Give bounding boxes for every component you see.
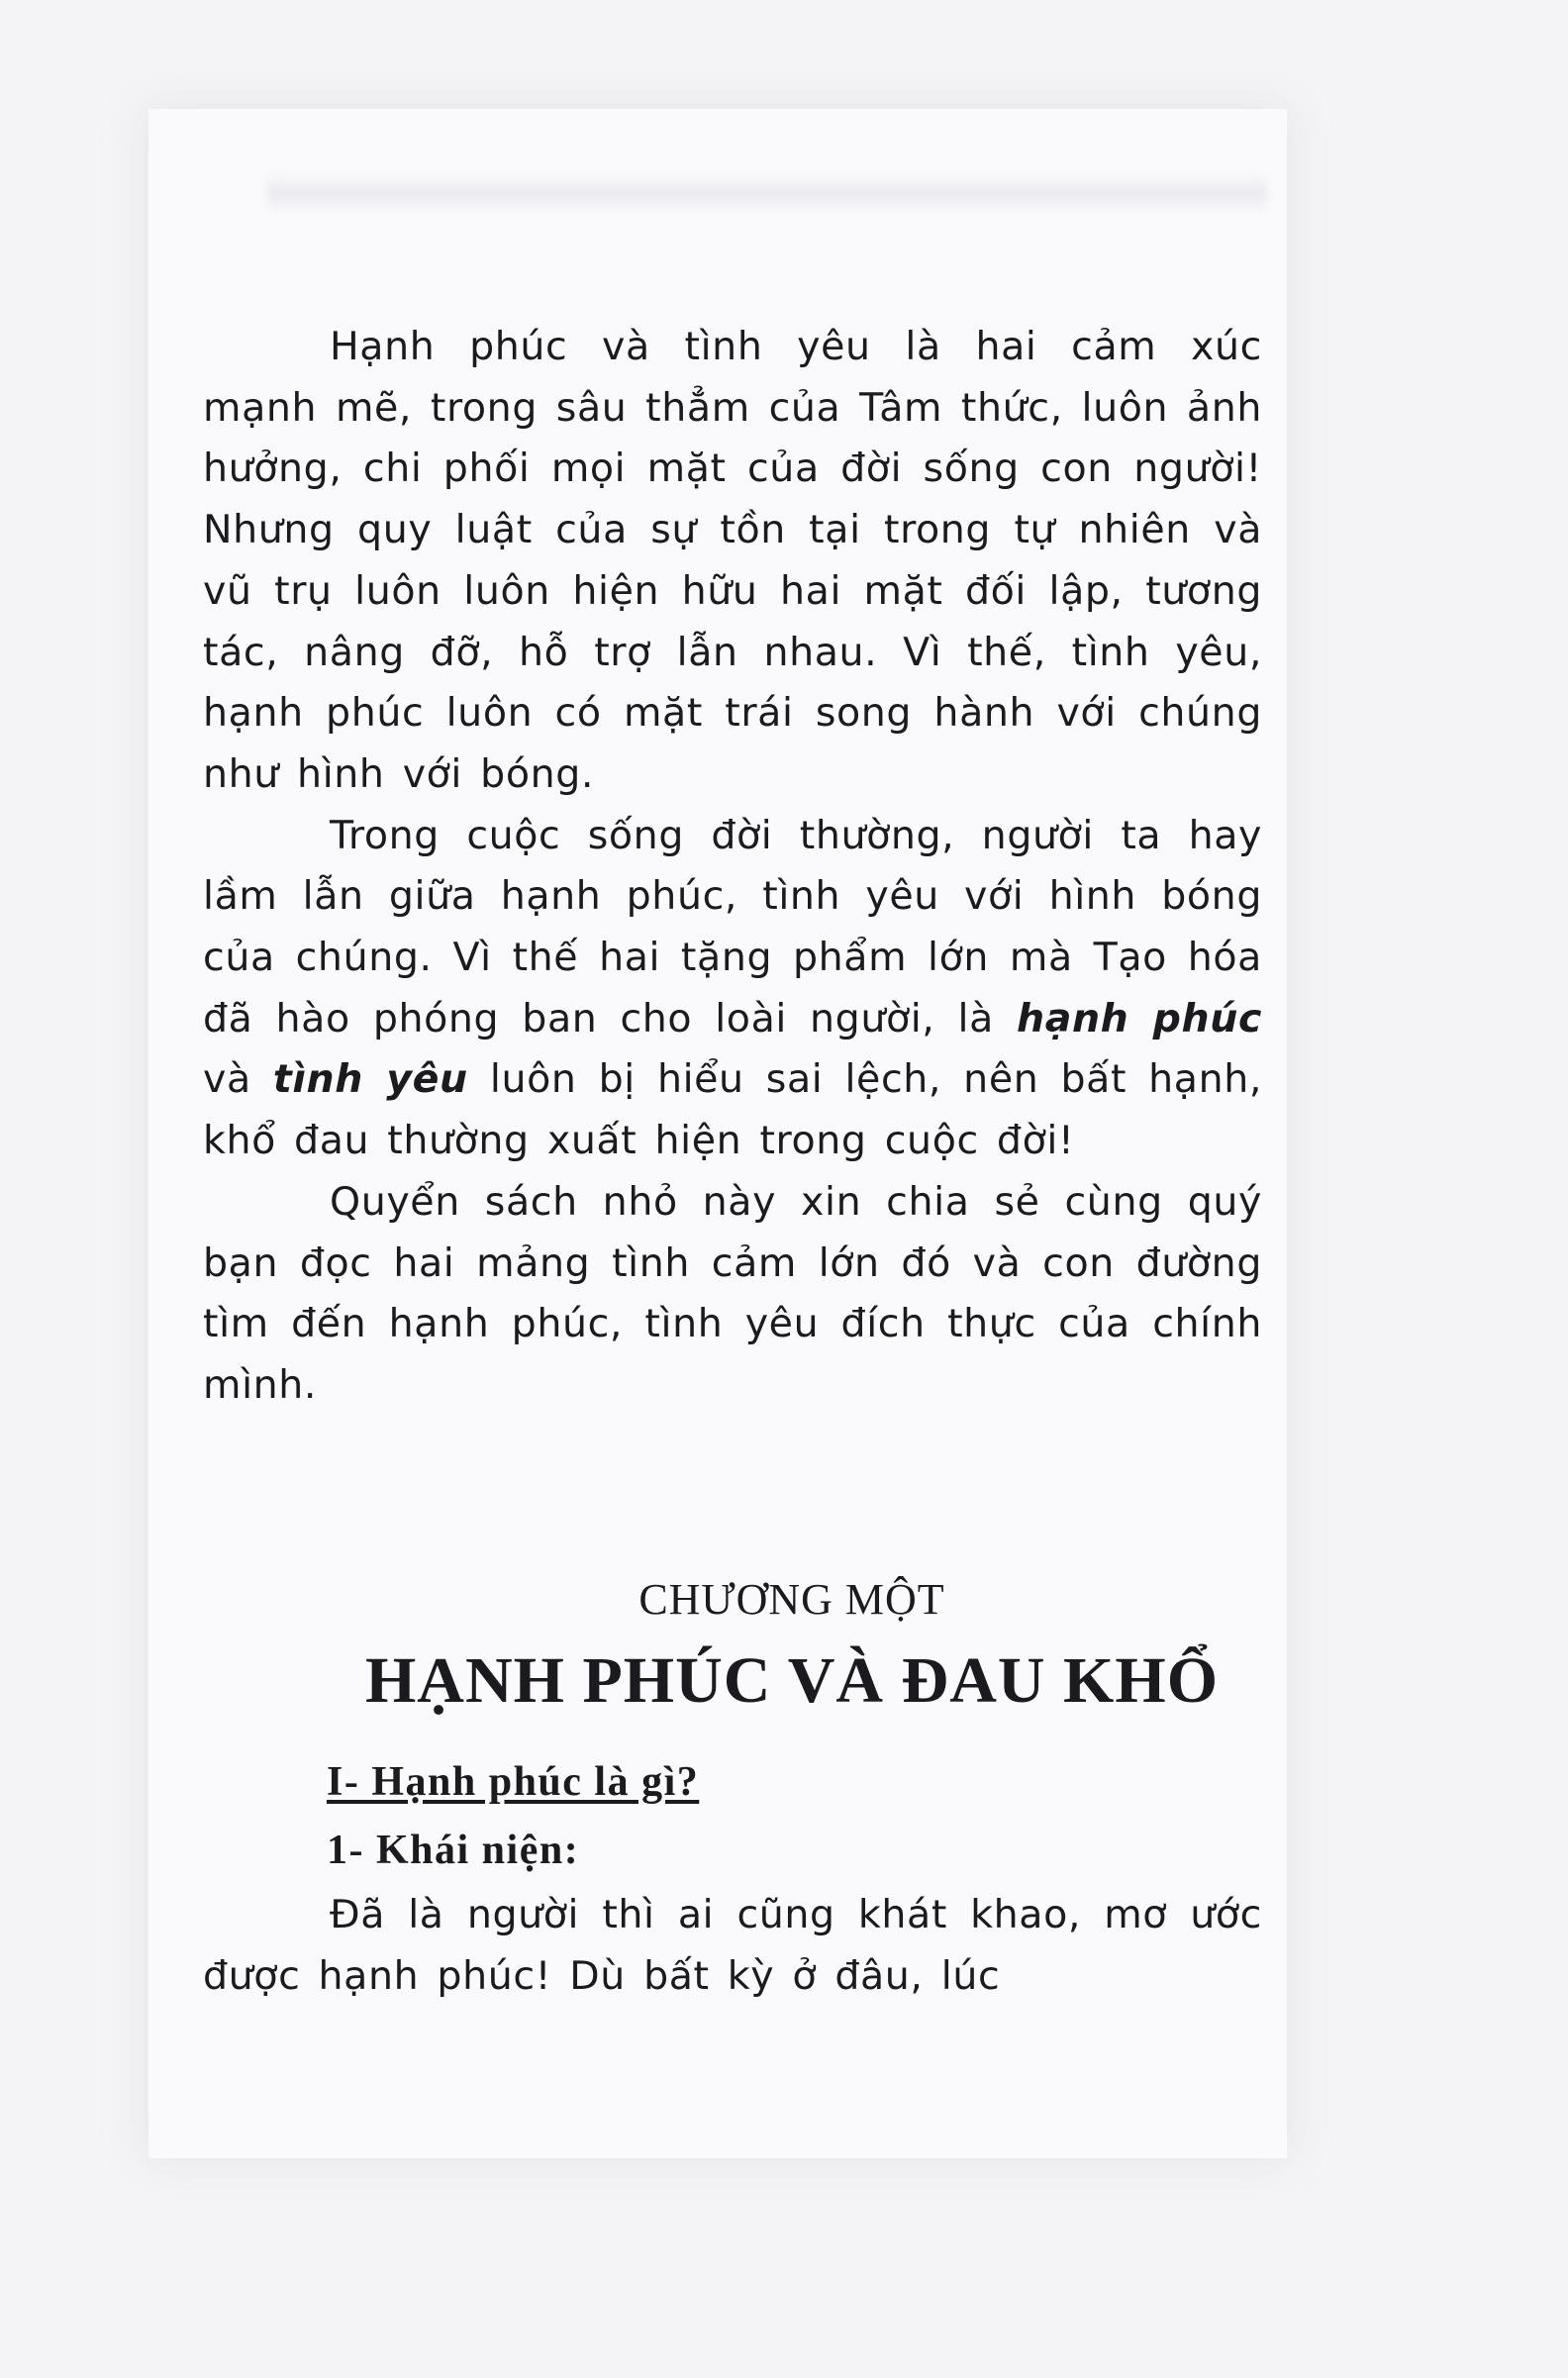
paragraph-text: luôn bị hiểu sai lệch, nên bất hạnh, khổ đau thường xuất hiện trong cuộc đời! [203,1056,1263,1164]
chapter-label: CHƯƠNG MỘT [638,1575,945,1624]
paragraph-text: và [203,1056,273,1103]
bleed-through-header [267,173,1267,213]
emphasis-happiness: hạnh phúc [1016,995,1262,1041]
paragraph [203,317,1262,806]
intro-text [203,317,1262,1417]
paragraph [203,1172,1262,1417]
paragraph [203,806,1262,1172]
paragraph [203,1885,1262,2007]
paragraph-text: Quyển sách nhỏ này xin chia sẻ cùng quý bạn đọc hai mảng tình cảm lớn đó và con đường tìm đến hạnh phúc, tình yêu đích thực của chính mình. [203,1178,1262,1408]
emphasis-love: tình yêu [272,1056,468,1103]
paragraph-text: Trong cuộc sống đời thường, người ta hay lầm lẫn giữa hạnh phúc, tình yêu với hình bóng của chúng. Vì thế hai tặng phẩm lớn mà Tạo hóa đã hào phóng ban cho loài người, là [203,812,1262,1041]
chapter-title: HẠNH PHÚC VÀ ĐAU KHỔ [364,1644,1220,1717]
paragraph-text: Đã là người thì ai cũng khát khao, mơ ước được hạnh phúc! Dù bất kỳ ở đâu, lúc [203,1892,1262,1999]
section-heading: I- Hạnh phúc là gì? [327,1759,700,1805]
section-body [203,1885,1262,2007]
sub-heading: 1- Khái niện: [327,1828,580,1873]
paragraph-text: Hạnh phúc và tình yêu là hai cảm xúc mạnh mẽ, trong sâu thẳm của Tâm thức, luôn ảnh hưởng, chi phối mọi mặt của đời sống con người! Nhưng quy luật của sự tồn tại trong tự nhiên và vũ trụ luôn luôn hiện hữu hai mặt đối lập, tương tác, nâng đỡ, hỗ trợ lẫn nhau. Vì thế, tình yêu, hạnh phúc luôn có mặt trái song hành với chúng như hình với bóng. [203,324,1262,797]
